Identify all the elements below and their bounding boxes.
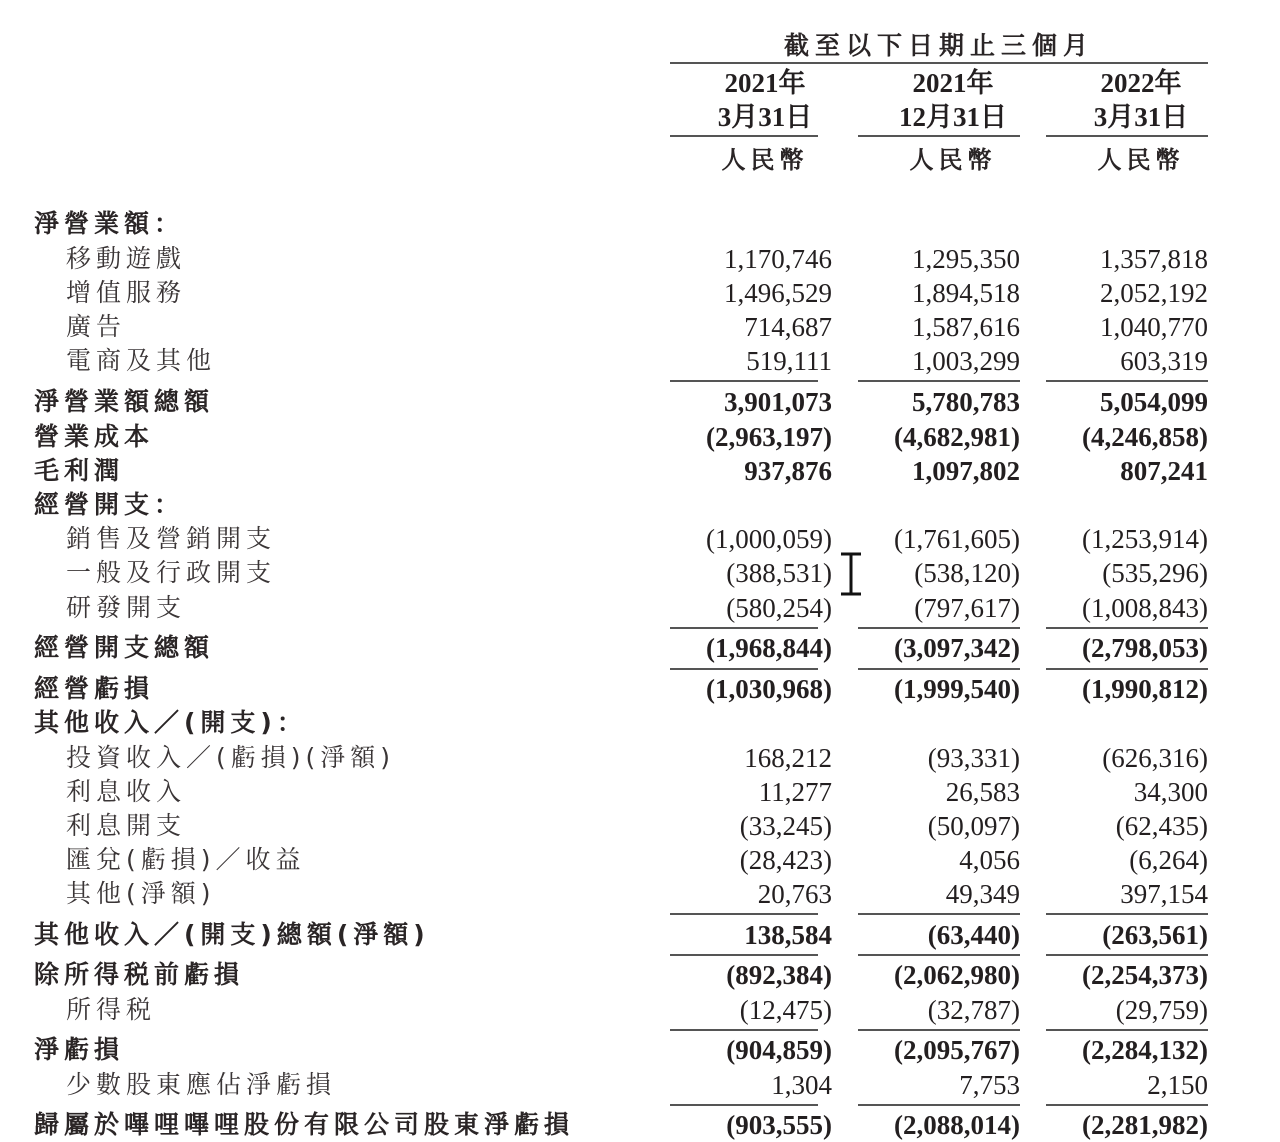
subtotal-rule [670, 380, 818, 382]
table-row [0, 958, 1280, 992]
row-value-col-1: (1,761,605) [894, 524, 1020, 554]
row-label: 投資收入／(虧損)(淨額) [66, 743, 396, 772]
subtotal-rule [858, 668, 1020, 670]
table-row [0, 310, 1280, 344]
row-value-col-1: (93,331) [927, 743, 1020, 773]
row-label: 營業成本 [34, 422, 155, 451]
row-value-col-2: (4,246,858) [1082, 422, 1208, 452]
row-value-col-1: 1,894,518 [912, 278, 1020, 308]
table-row [0, 207, 1280, 241]
row-value-col-1: (32,787) [927, 995, 1020, 1025]
row-label: 增值服務 [66, 278, 187, 307]
row-value-col-2: 2,150 [1147, 1070, 1208, 1100]
column-header-q1-2021 [670, 66, 860, 134]
table-row [0, 918, 1280, 952]
period-header: 截至以下日期止三個月 [783, 31, 1094, 60]
row-label: 經營開支總額 [34, 633, 215, 662]
row-value-col-1: (2,062,980) [894, 960, 1020, 990]
table-row [0, 843, 1280, 877]
subtotal-rule [858, 627, 1020, 629]
row-value-col-1: (63,440) [927, 920, 1020, 950]
row-value-col-0: 519,111 [746, 346, 832, 376]
row-value-col-2: 2,052,192 [1100, 278, 1208, 308]
row-value-col-0: 11,277 [758, 777, 832, 807]
row-value-col-0: (892,384) [726, 960, 832, 990]
table-row [0, 672, 1280, 706]
table-row [0, 344, 1280, 378]
column-header-q4-2021 [858, 66, 1048, 134]
row-label: 除所得税前虧損 [34, 960, 245, 989]
row-label: 歸屬於嗶哩嗶哩股份有限公司股東淨虧損 [34, 1110, 575, 1139]
subtotal-rule [670, 954, 818, 956]
column-year: 2021年 [912, 68, 994, 98]
row-value-col-1: (538,120) [914, 558, 1020, 588]
subtotal-rule [1046, 954, 1208, 956]
table-row [0, 631, 1280, 665]
table-row [0, 385, 1280, 419]
row-label: 其他(淨額) [66, 879, 216, 908]
subtotal-rule [858, 1104, 1020, 1106]
row-value-col-0: 168,212 [744, 743, 832, 773]
row-value-col-0: (2,963,197) [706, 422, 832, 452]
row-value-col-2: 1,357,818 [1100, 244, 1208, 274]
row-label: 一般及行政開支 [66, 558, 277, 587]
row-value-col-1: (50,097) [927, 811, 1020, 841]
row-value-col-2: 603,319 [1120, 346, 1208, 376]
row-label: 廣告 [66, 312, 127, 341]
row-value-col-2: (1,253,914) [1082, 524, 1208, 554]
subtotal-rule [1046, 380, 1208, 382]
row-value-col-1: 7,753 [959, 1070, 1020, 1100]
row-value-col-2: (1,008,843) [1082, 593, 1208, 623]
row-value-col-2: (2,798,053) [1082, 633, 1208, 663]
row-label: 其他收入／(開支)總額(淨額) [34, 920, 430, 949]
column-year: 2022年 [1100, 68, 1182, 98]
row-value-col-2: (2,284,132) [1082, 1035, 1208, 1065]
row-label: 電商及其他 [66, 346, 217, 375]
row-value-col-1: 49,349 [945, 879, 1020, 909]
row-value-col-2: (62,435) [1115, 811, 1208, 841]
row-label: 銷售及營銷開支 [66, 524, 277, 553]
subtotal-rule [858, 913, 1020, 915]
row-value-col-1: 26,583 [945, 777, 1020, 807]
table-row [0, 556, 1280, 590]
table-row [0, 775, 1280, 809]
row-value-col-0: (388,531) [726, 558, 832, 588]
subtotal-rule [1046, 913, 1208, 915]
row-label: 移動遊戲 [66, 244, 187, 273]
subtotal-rule [670, 627, 818, 629]
subtotal-rule [670, 668, 818, 670]
table-row [0, 993, 1280, 1027]
table-row [0, 591, 1280, 625]
subtotal-rule [670, 1104, 818, 1106]
row-value-col-1: 1,295,350 [912, 244, 1020, 274]
row-value-col-1: 1,587,616 [912, 312, 1020, 342]
subtotal-rule [1046, 627, 1208, 629]
table-row [0, 741, 1280, 775]
row-value-col-2: 5,054,099 [1100, 387, 1208, 417]
column-rule [670, 135, 818, 137]
row-label: 匯兌(虧損)／收益 [66, 845, 306, 874]
table-row [0, 1068, 1280, 1102]
row-label: 少數股東應佔淨虧損 [66, 1070, 337, 1099]
row-value-col-2: (1,990,812) [1082, 674, 1208, 704]
row-value-col-1: (1,999,540) [894, 674, 1020, 704]
row-value-col-0: (28,423) [739, 845, 832, 875]
subtotal-rule [1046, 668, 1208, 670]
header-rule [670, 62, 1208, 64]
row-value-col-2: (2,281,982) [1082, 1110, 1208, 1140]
row-value-col-1: (797,617) [914, 593, 1020, 623]
table-row [0, 276, 1280, 310]
row-value-col-0: (1,968,844) [706, 633, 832, 663]
table-row [0, 454, 1280, 488]
row-value-col-2: (535,296) [1102, 558, 1208, 588]
subtotal-rule [1046, 1029, 1208, 1031]
column-year: 2021年 [724, 68, 806, 98]
row-label: 研發開支 [66, 593, 187, 622]
row-value-col-2: (29,759) [1115, 995, 1208, 1025]
row-label: 經營開支： [34, 490, 185, 519]
row-label: 淨營業額： [34, 209, 185, 238]
row-value-col-0: (33,245) [739, 811, 832, 841]
column-date: 3月31日 [717, 102, 813, 132]
subtotal-rule [858, 1029, 1020, 1031]
row-value-col-2: (2,254,373) [1082, 960, 1208, 990]
row-value-col-2: (6,264) [1129, 845, 1208, 875]
column-date: 3月31日 [1093, 102, 1189, 132]
column-currency: 人民幣 [1097, 146, 1185, 174]
row-label: 淨虧損 [34, 1035, 125, 1064]
column-currency: 人民幣 [909, 146, 997, 174]
column-date: 12月31日 [899, 102, 1007, 132]
row-value-col-1: 1,097,802 [912, 456, 1020, 486]
row-value-col-1: (2,095,767) [894, 1035, 1020, 1065]
row-value-col-0: 937,876 [744, 456, 832, 486]
column-rule [1046, 135, 1208, 137]
row-label: 毛利潤 [34, 456, 125, 485]
table-row [0, 522, 1280, 556]
table-row [0, 877, 1280, 911]
row-value-col-0: 1,170,746 [724, 244, 832, 274]
row-value-col-1: 1,003,299 [912, 346, 1020, 376]
table-row [0, 242, 1280, 276]
table-row [0, 809, 1280, 843]
row-label: 經營虧損 [34, 674, 155, 703]
table-row [0, 706, 1280, 740]
column-rule [858, 135, 1020, 137]
row-value-col-0: (1,030,968) [706, 674, 832, 704]
row-value-col-2: (263,561) [1102, 920, 1208, 950]
column-header-q1-2022 [1046, 66, 1236, 134]
row-label: 其他收入／(開支)： [34, 708, 307, 737]
row-value-col-2: 807,241 [1120, 456, 1208, 486]
subtotal-rule [670, 1029, 818, 1031]
row-value-col-0: 3,901,073 [724, 387, 832, 417]
row-value-col-0: 1,496,529 [724, 278, 832, 308]
row-value-col-0: 1,304 [771, 1070, 832, 1100]
row-label: 利息開支 [66, 811, 187, 840]
row-value-col-0: (1,000,059) [706, 524, 832, 554]
row-value-col-1: (2,088,014) [894, 1110, 1020, 1140]
row-value-col-2: 1,040,770 [1100, 312, 1208, 342]
row-value-col-1: 5,780,783 [912, 387, 1020, 417]
row-label: 淨營業額總額 [34, 387, 215, 416]
row-value-col-0: (904,859) [726, 1035, 832, 1065]
row-value-col-0: (903,555) [726, 1110, 832, 1140]
row-label: 所得税 [66, 995, 157, 1024]
table-row [0, 1033, 1280, 1067]
row-value-col-1: (4,682,981) [894, 422, 1020, 452]
row-value-col-2: 397,154 [1120, 879, 1208, 909]
row-value-col-1: 4,056 [959, 845, 1020, 875]
table-row [0, 1108, 1280, 1142]
subtotal-rule [858, 954, 1020, 956]
row-value-col-0: 138,584 [744, 920, 832, 950]
row-value-col-2: 34,300 [1133, 777, 1208, 807]
subtotal-rule [858, 380, 1020, 382]
table-row [0, 488, 1280, 522]
row-value-col-0: 714,687 [744, 312, 832, 342]
row-value-col-0: 20,763 [757, 879, 832, 909]
subtotal-rule [1046, 1104, 1208, 1106]
row-label: 利息收入 [66, 777, 187, 806]
text-cursor-icon [838, 552, 864, 596]
row-value-col-0: (12,475) [739, 995, 832, 1025]
subtotal-rule [670, 913, 818, 915]
column-currency: 人民幣 [721, 146, 809, 174]
row-value-col-2: (626,316) [1102, 743, 1208, 773]
row-value-col-1: (3,097,342) [894, 633, 1020, 663]
table-row [0, 420, 1280, 454]
row-value-col-0: (580,254) [726, 593, 832, 623]
